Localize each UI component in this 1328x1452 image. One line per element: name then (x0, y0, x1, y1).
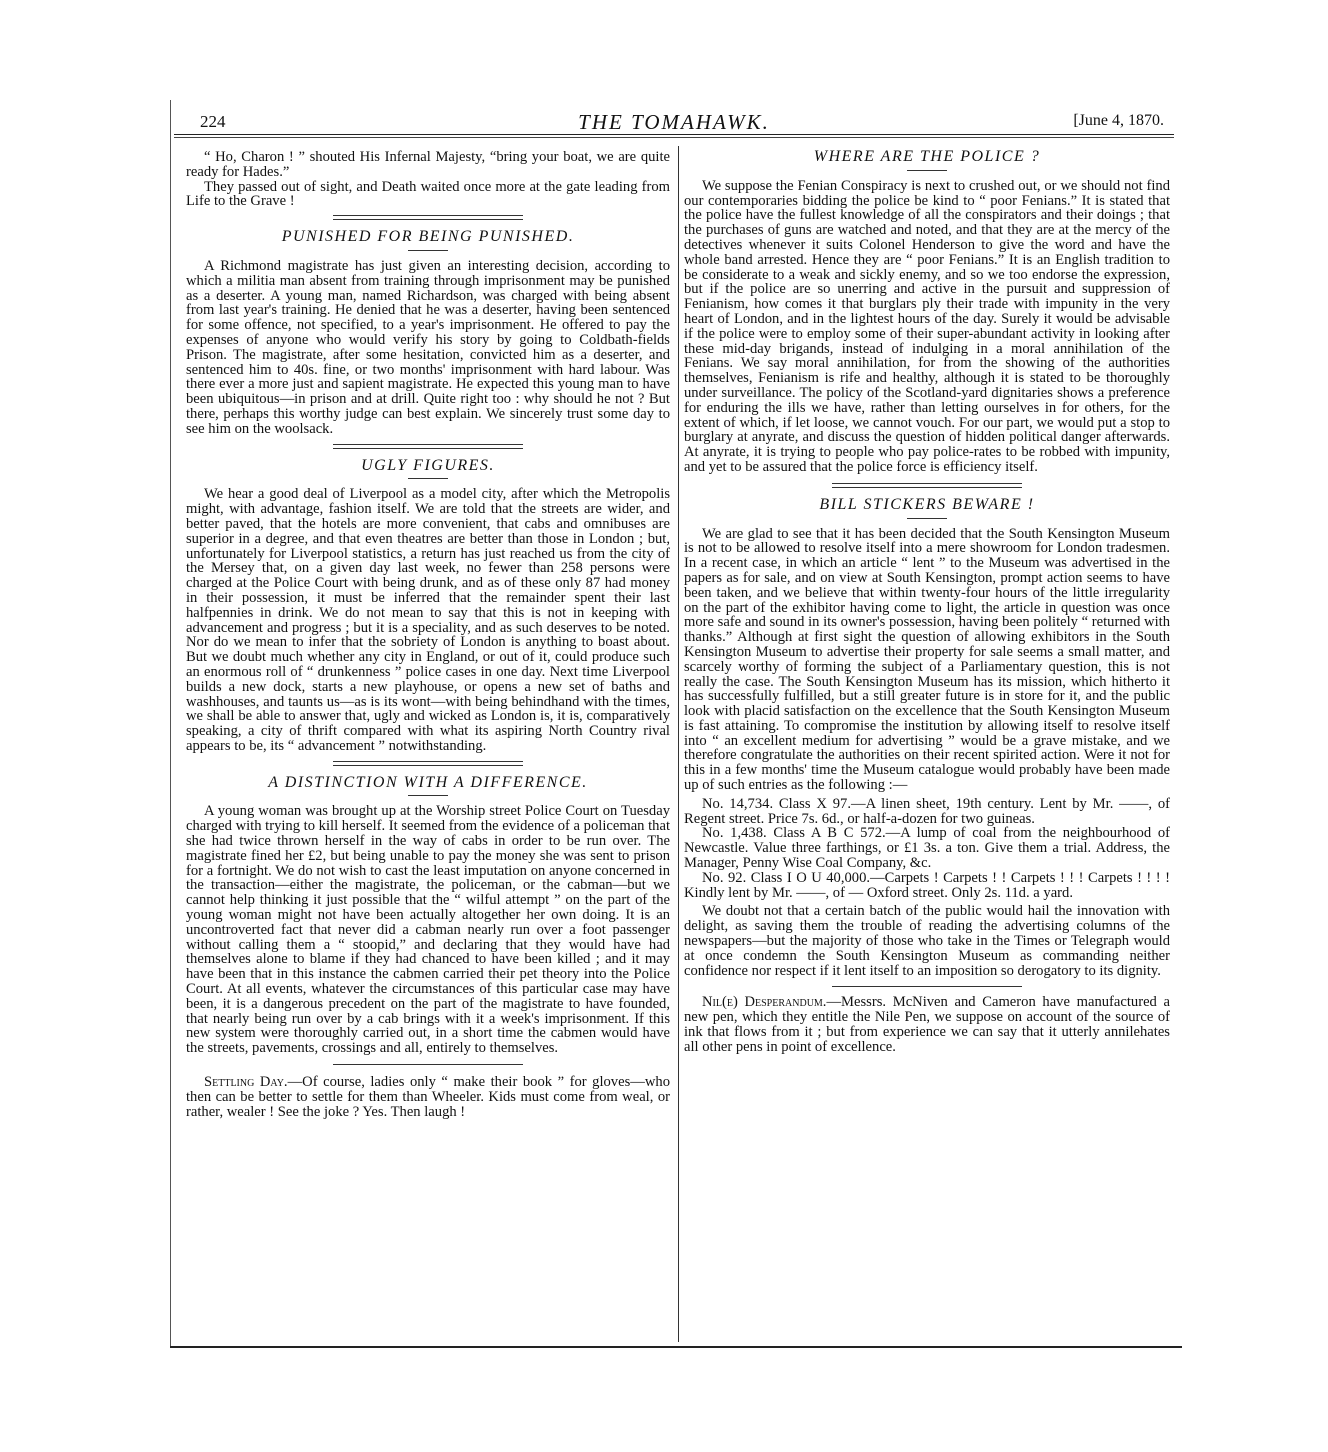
left-column (186, 150, 670, 1119)
page-border-left (170, 100, 171, 1348)
lead-settling-day: Settling Day. (204, 1074, 288, 1091)
text-settling-day: —Of course, ladies only “ make their book ” for gloves—who then can be better to settle for them than Wheeler. Kids must come from weal, or rather, wealer ! See the joke ? Yes. Then laugh ! (186, 1074, 670, 1120)
article-heading-bill: BILL STICKERS BEWARE ! (819, 495, 1035, 513)
header-rule (174, 134, 1174, 135)
article-heading-ugly: UGLY FIGURES. (361, 456, 495, 474)
issue-date: [June 4, 1870. (1073, 112, 1164, 129)
catalogue-entry-2: No. 1,438. Class A B C 572.—A lump of coal from the neighbourhood of Newcastle. Value three farthings, or £1 3s. a ton. Give them a trial. Address, the Manager, Penny Wise Coal Company, &c. (684, 825, 1170, 872)
page-border-bottom (170, 1346, 1182, 1348)
article-heading-punished: PUNISHED FOR BEING PUNISHED. (281, 228, 575, 246)
article-body-punished: A Richmond magistrate has just given an interesting decision, according to which a militia man absent from training through imprisonment may be punished as a deserter. A young man, named Richardson, was charged with being absent from last year's training. He denied that he was a deserter, having been sentenced for some offence, not specified, to a year's imprisonment. He offered to pay the expenses of anyone who would verify his story by going to Coldbath-fields Prison. The magistrate, after some hesitation, convicted him as a deserter, and sentenced him to 40s. fine, or two months' imprisonment with hard labour. Was there ever a more just and sapient magistrate. He expected this young man to have been ubiquitous—in prison and at drill. Quite right too : why should he not ? But there, perhaps this worthy judge can best explain. We sincerely trust some day to see him on the woolsack. (186, 257, 670, 437)
article-heading-police: WHERE ARE THE POLICE ? (813, 148, 1041, 165)
section-divider (333, 215, 523, 220)
article-heading-distinction: A DISTINCTION WITH A DIFFERENCE. (268, 773, 588, 791)
heading-rule (408, 478, 448, 479)
text-nile: —Messrs. McNiven and Cameron have manufactured a new pen, which they entitle the Nile Pen, we suppose on account of the source of ink that flows from it ; but from experience we can say that it utterly annilehates all other pens in point of excellence. (684, 994, 1170, 1055)
article-body-distinction: A young woman was brought up at the Worship street Police Court on Tuesday charged with trying to kill herself. It seemed from the evidence of a policeman that she had twice thrown herself in the way of cabs in order to be run over. The magistrate fined her £2, but being unable to pay the money she was sent to prison for a fortnight. We do not wish to cast the least imputation on anyone concerned in the transaction—either the magistrate, the policeman, or the cabman—but we cannot help thinking it just possible that the “ wilful attempt ” on the part of the young woman might not have been actually altogether her own doing. It is an uncontroverted fact that never did a cabman nearly run over a foot passenger without calling them a “ stoopid,” and declaring that they would have had themselves alone to blame if they had chanced to have been killed ; and it may have been that in this instance the cabmen carried their pet theory into the Police Court. At all events, whatever the circumstances of this particular case may have been, it is a dangerous precedent on the part of the magistrate to have founded, that nearly being run over by a cab brings with it a week's imprisonment. If this new system were thoroughly carried out, in a short time the cabmen would have the streets, pavements, crossings and all, entirely to themselves. (186, 803, 670, 1057)
masthead (178, 112, 1170, 136)
article-body-police: We suppose the Fenian Conspiracy is next to crushed out, or we should not find our contemporaries bidding the police be kind to “ poor Fenians.” It is stated that the police have the fullest knowledge of all the conspirators and their doings ; that the purchases of guns are watched and noted, and that they are at the mercy of the detectives whenever it suits Colonel Henderson to give the word and have the whole band arrested. Hence they are “ poor Fenians.” It is an English tradition to be considerate to a weak and sickly enemy, and so we too endorse the expression, but if the police are so unerring and active in the pursuit and suppression of Fenianism, how comes it that burglars ply their trade with impunity in the very heart of London, and in the lightest hours of the day. Surely it would be advisable if the police were to employ some of their super-abundant activity in looking after these mid-day brigands, instead of indulging in a moral annihilation of the Fenians. We say moral annihilation, for from the showing of the authorities themselves, Fenianism is rife and healthy, although it is stated to be thoroughly under surveillance. The policy of the Scotland-yard dignitaries shows a preference for enduring the ills we have, rather than letting ourselves in for others, for the extent of which, if let loose, we cannot vouch. For our part, we would put a stop to burglary at anyrate, and discuss the question of hidden political danger afterwards. At anyrate, it is trying to people who pay police-rates to be robbed with impunity, and yet to be assured that the police force is efficiency itself. (684, 177, 1170, 475)
article-body-ugly: We hear a good deal of Liverpool as a model city, after which the Metropolis might, with advantage, fashion itself. We are told that the streets are wider, and better paved, that the hotels are more convenient, that cabs and omnibuses are superior in a degree, and that even theatres are better than those in London ; but, unfortunately for Liverpool statistics, a return has just reached us from the city of the Mersey that, on a given day last week, no fewer than 258 persons were charged at the Police Court with being drunk, and as of these only 87 had money in their possession, it must be inferred that the remainder spent their last halfpennies in drink. We do not mean to say that this is not in keeping with advancement and progress ; but it is a speciality, and as such deserves to be noted. Nor do we mean to infer that the sobriety of London is anything to boast about. But we doubt much whether any city in England, or out of it, could produce such an enormous roll of “ drunkenness ” police cases in one day. Next time Liverpool builds a new dock, starts a new playhouse, or opens a new set of baths and washhouses, and taunts us—as is its wont—with being behindhand with the times, we shall be able to answer that, ugly and wicked as London is, it is, comparatively speaking, a city of thrift compared with what its aspiring North Country rival appears to be, its “ advancement ” notwithstanding. (186, 486, 670, 754)
section-divider (333, 444, 523, 449)
intro-paragraph-1: “ Ho, Charon ! ” shouted His Infernal Majesty, “bring your boat, we are quite ready for Hades.” (186, 149, 670, 180)
heading-rule (907, 170, 947, 171)
section-divider (333, 761, 523, 766)
catalogue-entry-1: No. 14,734. Class X 97.—A linen sheet, 19th century. Lent by Mr. ——, of Regent street. Price 7s. 6d., or half-a-dozen for two guineas. (684, 795, 1170, 827)
page-number: 224 (200, 112, 226, 131)
column-divider (678, 146, 679, 1342)
section-divider (333, 1064, 523, 1065)
intro-paragraph-2: They passed out of sight, and Death waited once more at the gate leading from Life to the Grave ! (186, 178, 670, 210)
paragraph-nile (684, 995, 1170, 1054)
heading-rule (408, 250, 448, 251)
article-closing-bill: We doubt not that a certain batch of the public would hail the innovation with delight, as saving them the trouble of reading the advertising columns of the newspapers—but the majority of those who take in the Times or Telegraph would at once condemn the South Kensington Museum as commanding neither confidence nor respect if it lent itself to an imposition so derogatory to its dignity. (684, 903, 1170, 979)
article-body-bill: We are glad to see that it has been decided that the South Kensington Museum is not to be allowed to resolve itself into a mere showroom for London tradesmen. In a recent case, in which an article “ lent ” to the Museum was advertised in the papers as for sale, and on view at South Kensington, prompt action seems to have been taken, and we believe that within twenty-four hours of the little irregularity on the part of the exhibitor having come to light, the article in question was once more safe and sound in its owner's possession, having been politely “ returned with thanks.” Although at first sight the question of allowing exhibitors in the South Kensington Museum to advertise their property for sale seems a small matter, and scarcely worthy of forming the subject of a Parliamentary question, this is not really the case. The South Kensington Museum has its mission, which hitherto it has successfully fulfilled, but a still greater future is in store for it, and the public look with placid satisfaction on the excellence that the South Kensington Museum is fast attaining. To compromise the institution by allowing itself to resolve itself into “ an excellent medium for advertising ” would be a grave mistake, and we therefore congratulate the authorities on their recent spirited action. Were it not for this in a few months' time the Museum catalogue would probably have been made up of such entries as the following :— (684, 525, 1170, 794)
lead-nile: Nil(e) Desperandum. (702, 994, 827, 1011)
section-divider (832, 483, 1022, 488)
paragraph-settling-day (186, 1075, 670, 1119)
section-divider (832, 986, 1022, 987)
catalogue-entry-3: No. 92. Class I O U 40,000.—Carpets ! Carpets ! ! Carpets ! ! ! Carpets ! ! ! ! Kindly lent by Mr. ——, of — Oxford street. Only 2s. 11d. a yard. (684, 869, 1170, 901)
heading-rule (907, 518, 947, 519)
publication-title: THE TOMAHAWK. (578, 110, 770, 134)
header-rule-secondary (174, 137, 1174, 138)
right-column (684, 150, 1170, 1055)
heading-rule (408, 795, 448, 796)
